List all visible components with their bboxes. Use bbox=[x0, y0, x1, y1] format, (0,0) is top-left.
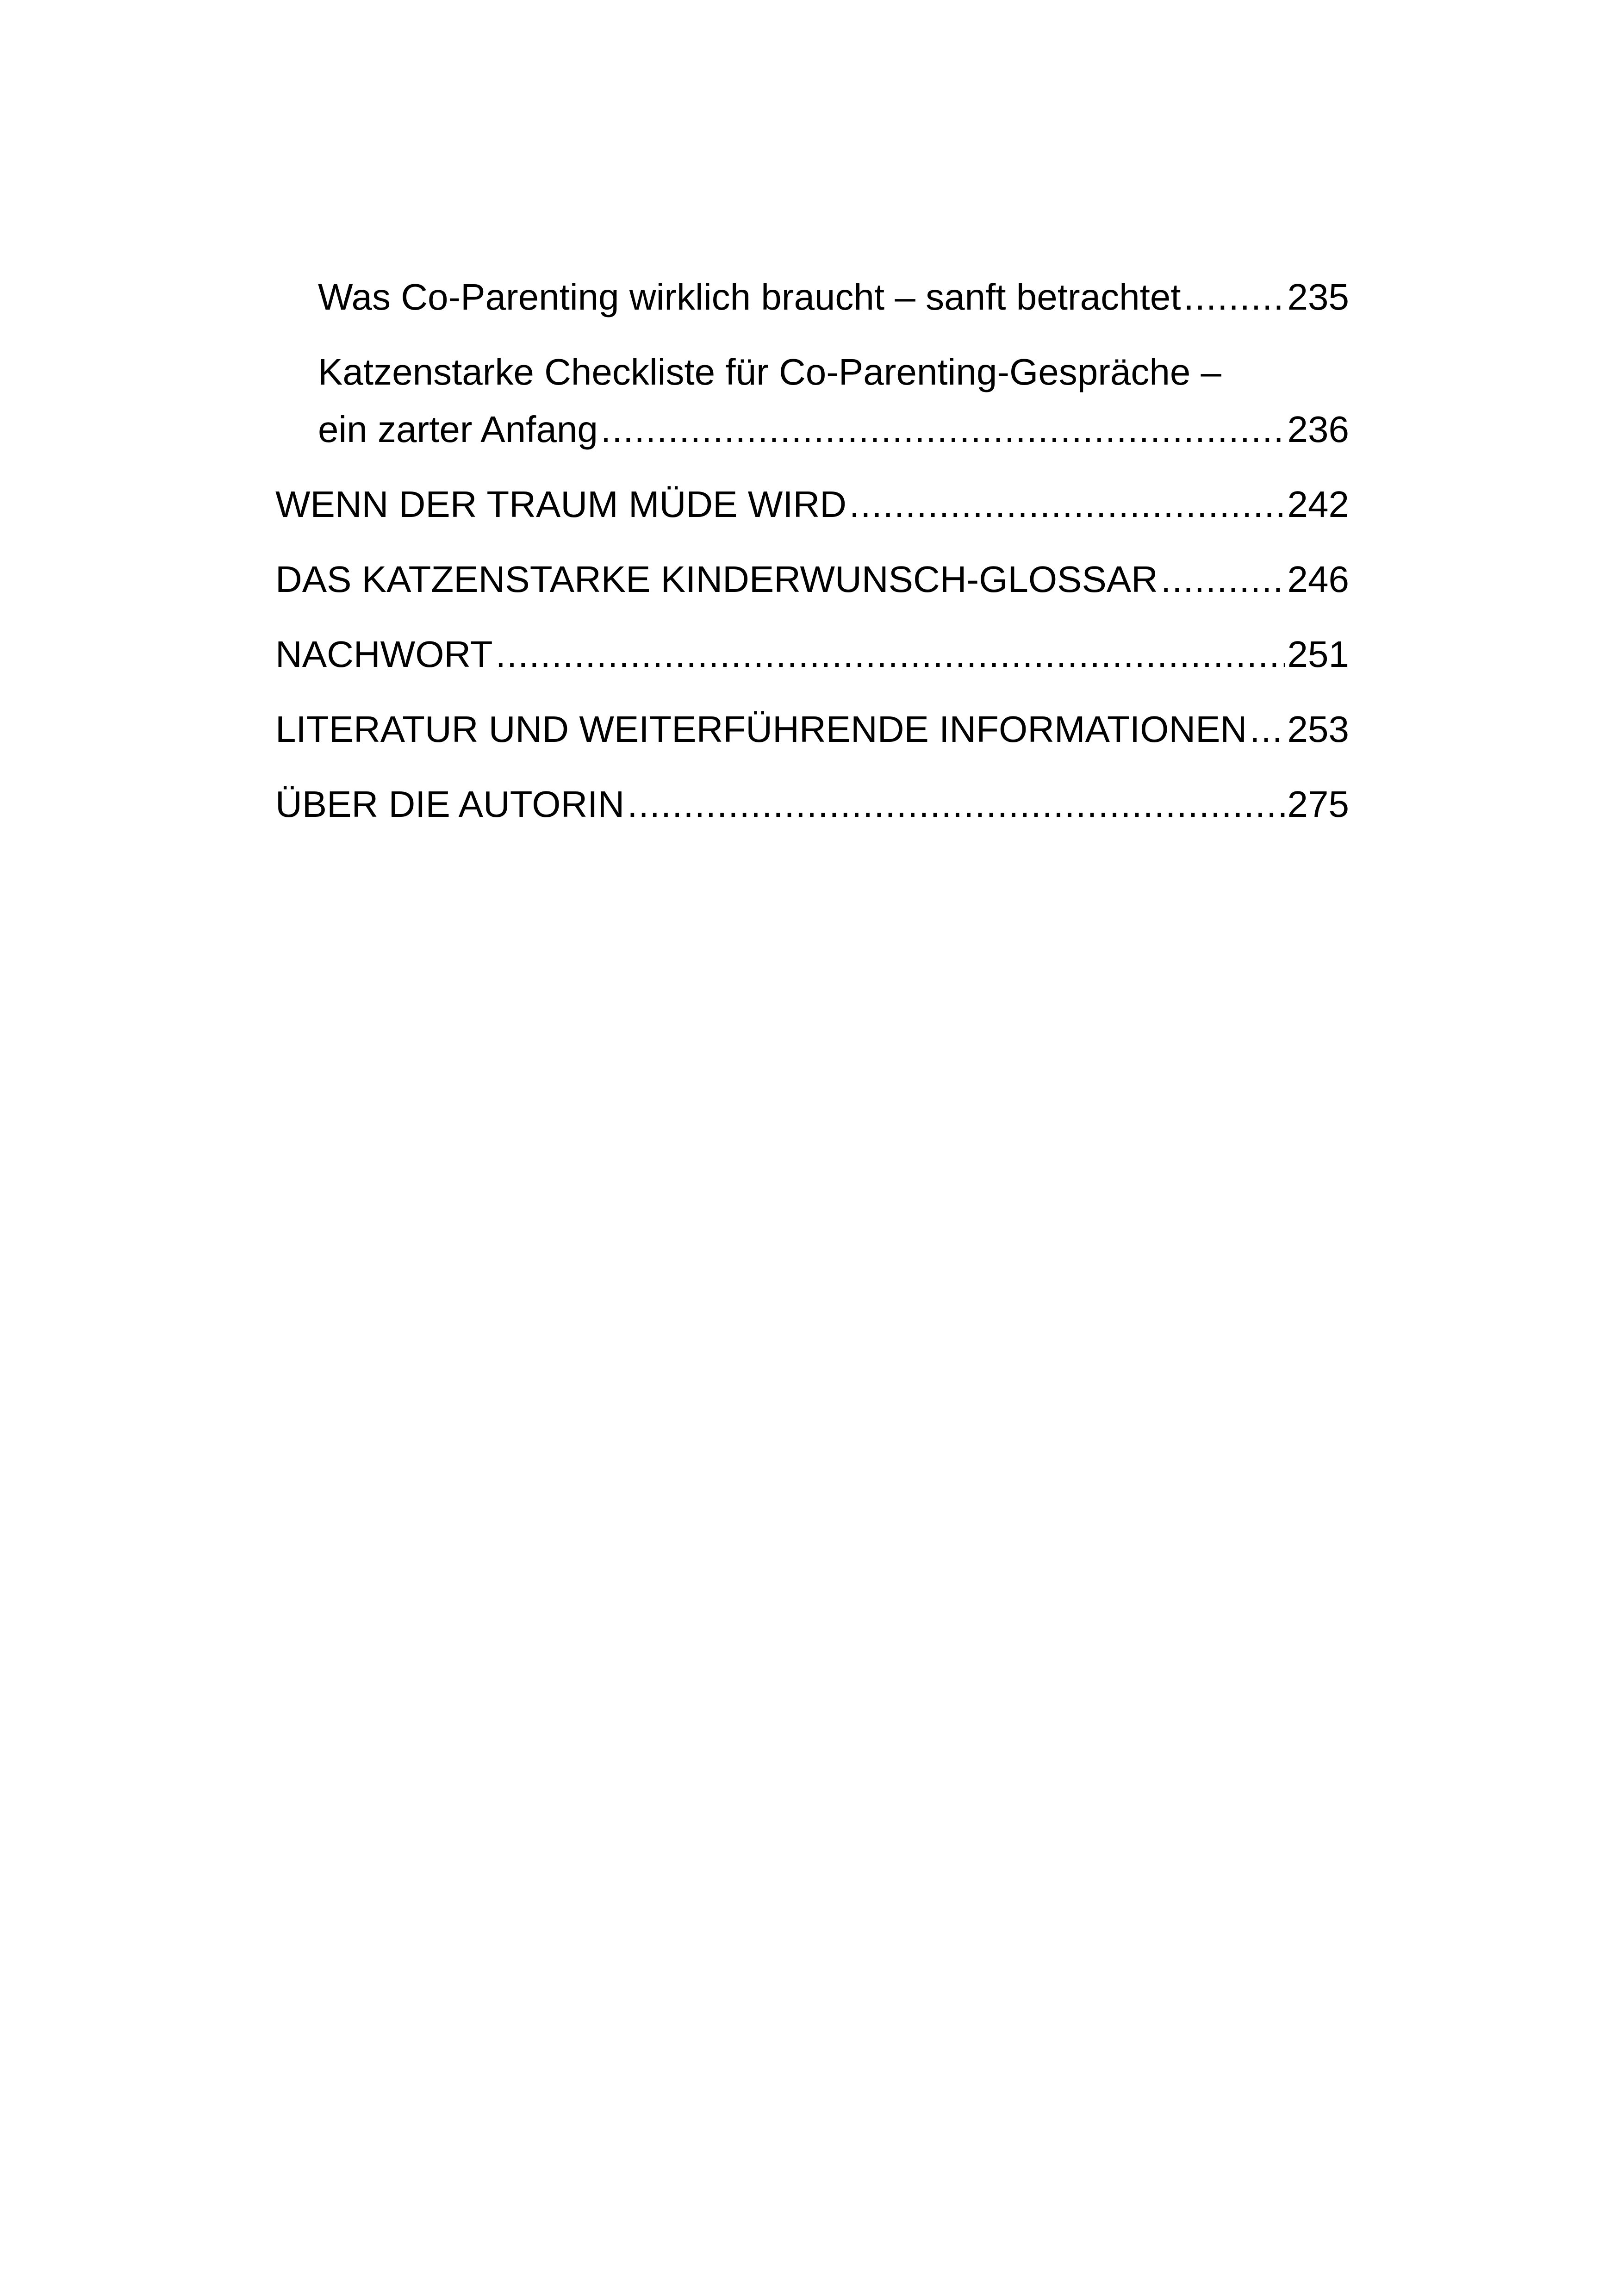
toc-leader-dots bbox=[1161, 551, 1285, 608]
toc-entry-title: NACHWORT bbox=[275, 634, 493, 675]
toc-entry-page: 246 bbox=[1287, 559, 1349, 600]
toc-entry-title: Was Co-Parenting wirklich braucht – sanft betrachtet bbox=[318, 276, 1181, 317]
toc-entry-last-line bbox=[275, 401, 1349, 458]
toc-leader-dots bbox=[601, 401, 1285, 458]
toc-entry[interactable] bbox=[275, 551, 1349, 608]
toc-entry-title: WENN DER TRAUM MÜDE WIRD bbox=[275, 484, 847, 525]
toc-entry-title: ÜBER DIE AUTORIN bbox=[275, 784, 625, 825]
toc-entry-page: 242 bbox=[1287, 484, 1349, 525]
toc-entry[interactable] bbox=[275, 626, 1349, 683]
toc-entry-title: DAS KATZENSTARKE KINDERWUNSCH-GLOSSAR bbox=[275, 559, 1158, 600]
toc-entry-page: 253 bbox=[1287, 709, 1349, 750]
toc-leader-dots bbox=[1250, 701, 1284, 758]
toc-entry[interactable] bbox=[275, 343, 1349, 458]
toc-leader-dots bbox=[627, 776, 1284, 833]
toc-entry-page: 251 bbox=[1287, 634, 1349, 675]
table-of-contents bbox=[275, 268, 1349, 833]
toc-entry-page: 275 bbox=[1287, 784, 1349, 825]
toc-entry[interactable] bbox=[275, 701, 1349, 758]
toc-entry-title: LITERATUR UND WEITERFÜHRENDE INFORMATIONEN bbox=[275, 709, 1247, 750]
toc-entry[interactable] bbox=[275, 776, 1349, 833]
toc-leader-dots bbox=[496, 626, 1285, 683]
toc-entry-title-line2: ein zarter Anfang bbox=[318, 409, 598, 450]
toc-entry-page: 236 bbox=[1287, 409, 1349, 450]
toc-entry-title-line1: Katzenstarke Checkliste für Co-Parenting-Gespräche – bbox=[318, 351, 1222, 392]
toc-entry-page: 235 bbox=[1287, 276, 1349, 317]
toc-leader-dots bbox=[1184, 268, 1285, 326]
toc-leader-dots bbox=[849, 476, 1284, 533]
toc-entry[interactable] bbox=[275, 268, 1349, 326]
toc-entry[interactable] bbox=[275, 476, 1349, 533]
